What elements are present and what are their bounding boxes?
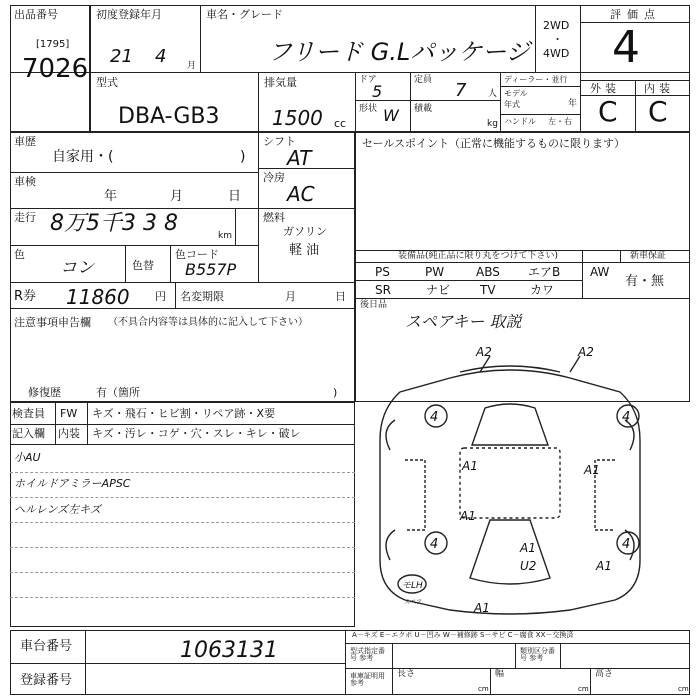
color: コン [60, 258, 94, 278]
equip-ps: PS [375, 265, 390, 279]
history-close: ) [240, 149, 246, 165]
repair-value: 有（箇所 [96, 386, 140, 399]
mark-4-rr: 4 [622, 537, 631, 552]
repair-label: 修復歴 [28, 386, 61, 399]
inspector-label2: 記入欄 [12, 427, 45, 440]
interior-label: 内装 [644, 82, 674, 95]
doors-label: ドア [359, 75, 377, 85]
mark-a1-rl: A1 [460, 509, 476, 523]
shift-label: シフト [263, 135, 296, 148]
lot-label: 出品番号 [14, 8, 58, 21]
ac: AC [287, 182, 315, 206]
interior-grade: C [648, 95, 668, 128]
model-name: フリード G.Lパッケージ [268, 38, 530, 66]
mark-4-fr: 4 [622, 410, 631, 425]
legend: A－キズ E－エクボ U－凹み W－補修跡 S－サビ C－腐食 XX－交換済 [352, 631, 574, 639]
equip-pw: PW [425, 265, 445, 279]
first-reg-month: 4 [155, 46, 167, 67]
width-label: 幅 [495, 669, 505, 679]
reg-label: 登録番号 [20, 673, 73, 688]
drive-2wd: 2WD [543, 19, 570, 32]
mileage-label: 走行 [14, 211, 36, 224]
fuel-label: 燃料 [263, 211, 285, 224]
color-label: 色 [14, 248, 25, 261]
equip-tv: TV [480, 283, 496, 297]
dealer-label: ディーラー・並行 [504, 75, 568, 84]
capacity-label: 定員 [414, 75, 433, 85]
mark-a2-left: A2 [476, 345, 492, 359]
year-suffix: 年 [568, 99, 578, 109]
length-label: 長さ [397, 669, 416, 679]
body-label: 形状 [359, 104, 378, 114]
selling-label: セールスポイント（正常に機能するものに限ります） [362, 137, 626, 150]
notes-sub: （不具合内容等は具体的に記入して下さい） [108, 317, 308, 328]
insp-day: 日 [228, 189, 242, 204]
remark-1: 小AU [14, 451, 41, 464]
exterior-label: 外装 [590, 82, 620, 95]
length-cm: cm [478, 685, 489, 693]
first-reg-year: 21 [110, 46, 133, 67]
fuel: ガソリン [283, 225, 327, 238]
lot-number: 7026 [22, 54, 89, 84]
int-value: キズ・汚レ・コゲ・穴・スレ・キレ・破レ [92, 427, 301, 440]
chassis-value: 1063131 [180, 638, 278, 663]
mark-4-fl: 4 [430, 410, 439, 425]
handle-opts: 左・右 [548, 117, 572, 126]
score: 4 [612, 22, 640, 73]
new-car-value: 有・無 [625, 274, 665, 289]
score-label: 評価点 [610, 8, 661, 21]
fw-value: キズ・飛石・ヒビ割・リペア跡・X要 [92, 407, 276, 420]
load-label: 積載 [414, 104, 433, 114]
km-label: km [218, 231, 232, 241]
first-reg-label: 初度登録年月 [96, 8, 162, 21]
mark-a1-rr: A1 [596, 559, 612, 573]
cert-ref: 車庫証明用 参考 [350, 672, 385, 687]
cc-label: cc [334, 117, 347, 130]
spare-label: モLH [402, 581, 423, 591]
class-ref: 類別区分番号 参考 [520, 647, 555, 662]
chassis-label: 車台番号 [20, 639, 73, 654]
remark-2: ホイルドアミラーAPSC [14, 477, 131, 490]
color-change-label: 色替 [132, 259, 154, 272]
name-change-label: 名変期限 [180, 290, 224, 303]
equip-airbag: エアB [528, 265, 561, 279]
equip-leather: カワ [530, 283, 555, 297]
color-code: B557P [185, 260, 237, 279]
repair-close: ) [333, 386, 338, 399]
insp-year: 年 [104, 189, 118, 204]
ac-label: 冷房 [263, 171, 285, 184]
shift: AT [287, 146, 312, 170]
int-label: 内装 [58, 427, 80, 440]
nc-month: 月 [285, 290, 296, 303]
doors: 5 [372, 82, 383, 101]
model-code-label: 型式 [96, 76, 118, 89]
notes-label: 注意事項申告欄 [14, 316, 91, 329]
model-code: DBA-GB3 [118, 104, 220, 129]
lot-sub: [1795] [36, 39, 70, 50]
drive-4wd: 4WD [543, 47, 570, 60]
mark-u2-rear: U2 [520, 559, 537, 573]
mark-a1-fl: A1 [462, 459, 478, 473]
inspector-label1: 検査員 [12, 407, 45, 420]
model-year-label1: モデル [504, 89, 528, 98]
r-value: 11860 [66, 285, 130, 309]
equip-navi: ナビ [426, 283, 451, 297]
nc-day: 日 [335, 290, 346, 303]
mark-a1-fr: A1 [584, 463, 600, 477]
mileage: 8万5千3 3 8 [50, 211, 178, 236]
model-name-label: 車名・グレード [206, 8, 283, 21]
month-suffix: 月 [187, 61, 197, 71]
insp-month: 月 [170, 189, 184, 204]
equip-sr: SR [375, 283, 391, 297]
mark-a1-rear: A1 [520, 541, 536, 555]
kg-label: kg [487, 119, 498, 129]
fuel-alt: 軽 油 [289, 243, 320, 258]
handle-label: ハンドル [504, 117, 536, 126]
height-cm: cm [678, 685, 689, 693]
displacement-label: 排気量 [264, 76, 297, 89]
history-value: 自家用・( [52, 149, 114, 165]
inspection-label: 車検 [14, 175, 36, 188]
equip-label: 装備品(純正品に限り丸をつけて下さい) [398, 251, 559, 261]
after-label: 後日品 [360, 300, 388, 310]
history-label: 車歴 [14, 135, 36, 148]
model-year-label2: 年式 [504, 100, 520, 109]
remark-3: ヘルレンズ左キズ [14, 503, 101, 516]
yen-label: 円 [155, 290, 166, 303]
height-label: 高さ [595, 669, 614, 679]
color-code-label: 色コード [175, 248, 219, 261]
displacement: 1500 [272, 106, 323, 130]
capacity: 7 [455, 80, 467, 101]
persons-label: 人 [488, 89, 498, 99]
mark-a1-tail: A1 [474, 601, 490, 615]
fw-label: FW [60, 407, 78, 420]
new-car-label: 新車保証 [630, 251, 667, 261]
after-value: スペアキー 取説 [405, 312, 522, 331]
equip-aw: AW [590, 265, 610, 279]
r-label: R券 [14, 289, 37, 304]
exterior-grade: C [598, 95, 618, 128]
form-ref: 型式指定番号 参考 [350, 647, 385, 662]
mark-4-rl: 4 [430, 537, 439, 552]
body: W [383, 106, 399, 125]
equip-abs: ABS [476, 265, 500, 279]
drive-dot: ・ [552, 33, 563, 46]
width-cm: cm [578, 685, 589, 693]
spare-sub: スペア [404, 599, 423, 606]
mark-a2-right: A2 [578, 345, 594, 359]
